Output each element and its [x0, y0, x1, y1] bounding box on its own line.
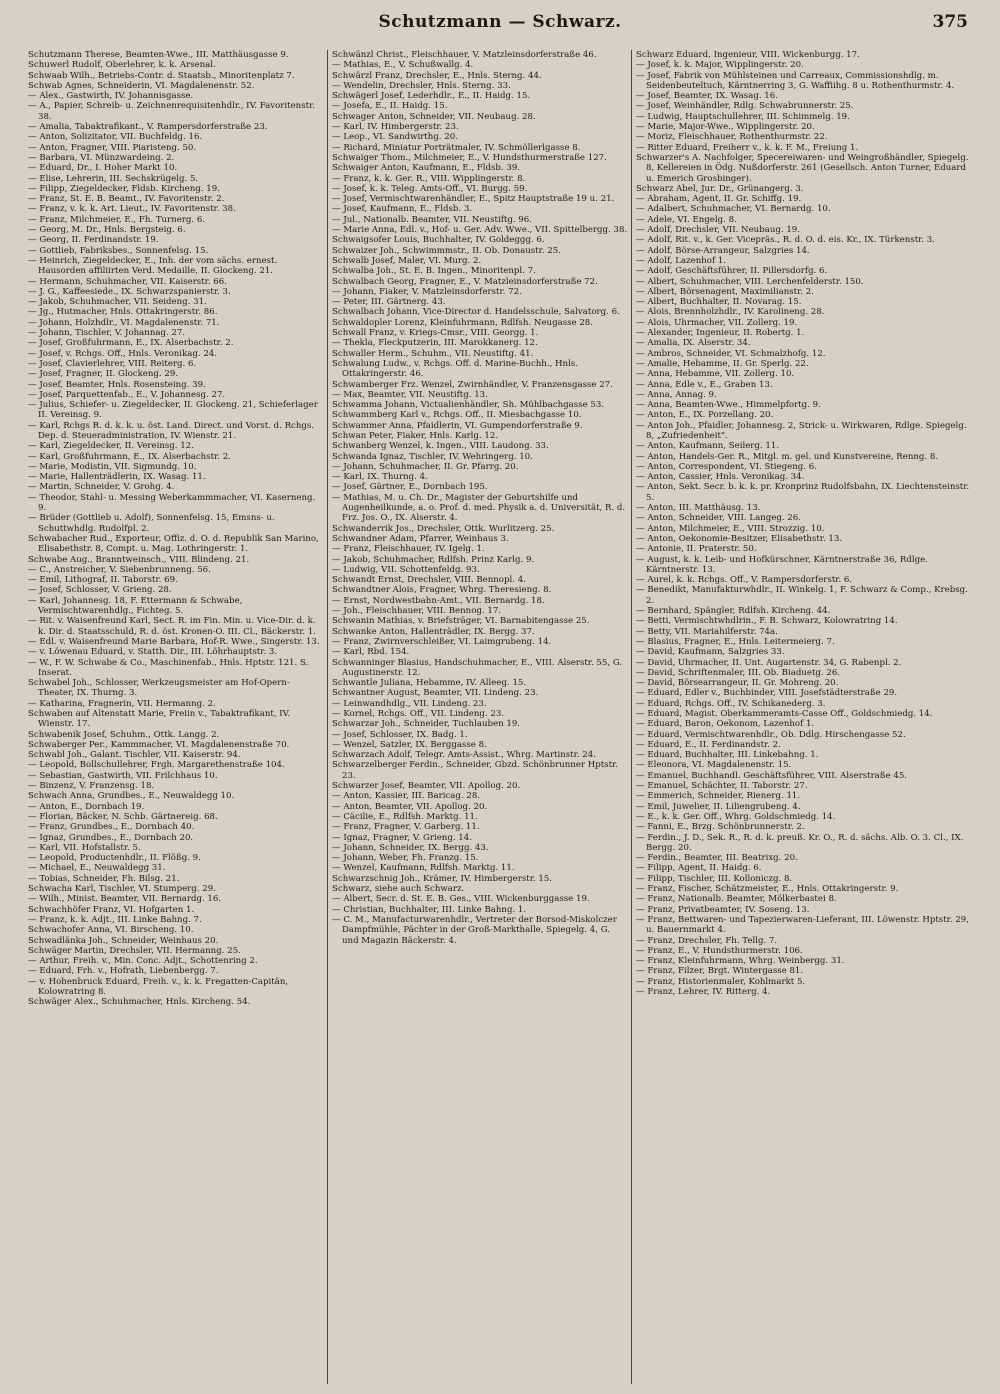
directory-entry: Schwammberg Karl v., Rchgs. Off., II. Miesbachgasse 10.	[332, 410, 582, 421]
directory-entry: — Josef, Beamter, Hnls. Rosensteing. 39.	[28, 379, 206, 390]
directory-entry: Schwarzer's A. Nachfolger, Specereiwaren- und Weingroßhändler, Spiegelg. 8, Kellereien in Ödg. Nußdorferstr. 261 (Gesellsch. Anton Turner, Eduard u. Emerich Grosbinger).	[636, 152, 969, 184]
directory-entry: — E., k. k. Ger. Off., Whrg. Goldschmiedg. 14.	[636, 811, 836, 822]
directory-entry: — Julius, Schiefer- u. Ziegeldecker, II. Glockeng. 21, Schieferlager II. Vereinsg. 9.	[28, 400, 318, 421]
directory-entry: — Jul., Nationalb. Beamter, VII. Neustiftg. 96.	[332, 214, 532, 225]
directory-entry: — Franz, Filzer, Brgt. Wintergasse 81.	[636, 966, 804, 977]
directory-entry: Schwarzar Joh., Schneider, Tuchlauben 19.	[332, 719, 521, 730]
directory-entry: Schwamberger Frz. Wenzel, Zwirnhändler, V. Franzensgasse 27.	[332, 379, 613, 390]
directory-entry: — Franz, Fragner, V. Garberg. 11.	[332, 822, 480, 833]
directory-entry: Schwaiger Thom., Milchmeier, E., V. Hundsthurmerstraße 127.	[332, 152, 607, 163]
directory-entry: — Josef, Fabrik von Mühlsteinen und Carreaux, Commissionshdlg. m. Seidenbeuteltuch, Kärntnerring 3, G. Waffiihg. 8 u. Rothenthurmstr. 4.	[636, 70, 955, 91]
directory-entry: Schwabel Joh., Schlosser, Werkzeugsmeister am Hof-Opern-Theater, IX. Thurng. 3.	[28, 678, 290, 699]
directory-entry: — Filipp, Ziegeldecker, Fldsb. Kircheng. 19.	[28, 183, 220, 194]
directory-entry: Schwarz Abel, Jur. Dr., Grünangerg. 3.	[636, 183, 804, 194]
directory-entry: Schwanda Ignaz, Tischler, IV. Wehringerg. 10.	[332, 451, 533, 462]
directory-entry: — Amalie, Hebamme, II. Gr. Sperlg. 22.	[636, 358, 809, 369]
directory-entry: — Sebastian, Gastwirth, VII. Frilchhaus 10.	[28, 770, 218, 781]
directory-entry: — Albert, Buchhalter, II. Novarag. 15.	[636, 297, 802, 308]
directory-entry: — Georg, II. Ferdinandstr. 19.	[28, 235, 159, 246]
page-number: 375	[932, 12, 968, 32]
running-head-title: Schutzmann — Schwarz.	[378, 12, 622, 32]
directory-entry: Schwachofer Anna, VI. Birscheng. 10.	[28, 925, 194, 936]
directory-entry: — David, Börsearrangeur, II. Gr. Mohreng. 20.	[636, 678, 839, 689]
directory-entry: Schwach Anna, Grundbes., E., Neuwaldegg 10.	[28, 791, 235, 802]
column-divider	[327, 50, 328, 1384]
directory-entry: Schwalb Josef, Maler, VI. Murg. 2.	[332, 255, 482, 266]
directory-entry: — Christian, Buchhalter, III. Linke Bahng. 1.	[332, 904, 527, 915]
directory-entry: Schwaab Wilh., Betriebs-Contr. d. Staatsb., Minoritenplatz 7.	[28, 70, 295, 81]
directory-entry: — A., Papier, Schreib- u. Zeichnenrequisitenhdlr., IV. Favoritenstr. 38.	[28, 101, 315, 122]
directory-entry: — Anton, Milchmeier, E., VIII. Strozzig. 10.	[636, 523, 825, 534]
directory-entry: — Karl, Rbd. 154.	[332, 647, 410, 658]
directory-entry: Schwäger Alex., Schuhmacher, Hnls. Kircheng. 54.	[28, 997, 251, 1008]
directory-entry: — Franz, Historienmaler, Kohlmarkt 5.	[636, 976, 806, 987]
directory-entry: — Martin, Schneider, V. Grohg. 4.	[28, 482, 175, 493]
directory-entry: Schwabacher Rud., Exporteur, Offiz. d. O. d. Republik San Marino, Elisabethstr. 8, Compt. u. Mag. Lothringerstr. 1.	[28, 533, 319, 555]
directory-entry: — Anna, Annag. 9.	[636, 389, 717, 400]
directory-entry: — Albert, Secr. d. St. E. B. Ges., VIII. Wickenburggasse 19.	[332, 894, 590, 905]
directory-entry: — Adolf, Rit. v., k. Ger. Vicepräs., R. d. O. d. eis. Kr., IX. Türkenstr. 3.	[636, 235, 935, 246]
directory-entry: — Barbara, VI. Münzwardeing. 2.	[28, 152, 175, 163]
directory-entry: — Anton, E., Dornbach 19.	[28, 801, 145, 812]
directory-entry: — Anna, Hebamme, VII. Zollerg. 10.	[636, 369, 795, 380]
directory-entry: — Josef, Parquettenfab., E., V. Johannesg. 27.	[28, 389, 226, 400]
directory-entry: Schwammer Anna, Pfaidlerin, VI. Gumpendorferstraße 9.	[332, 420, 583, 431]
directory-entry: — Filipp, Agent, II. Haidg. 6.	[636, 863, 762, 874]
directory-entry: — W., F. W. Schwabe & Co., Maschinenfab., Hnls. Hptstr. 121. S. Inserat.	[28, 657, 309, 678]
directory-entry: — Emmerich, Schneider, Rienerg. 11.	[636, 791, 801, 802]
directory-entry: — Cäcilie, E., Rdlfsh. Marktg. 11.	[332, 811, 478, 822]
directory-entry: — Adolf, Börse-Arrangeur, Salzgries 14.	[636, 245, 810, 256]
directory-entry: — Wenzel, Satzler, IX. Berggasse 8.	[332, 739, 487, 750]
directory-entry: — Florian, Bäcker, N. Schb. Gärtnereig. 68.	[28, 811, 218, 822]
directory-entry: — Franz, Zwirnverschleißer, VI. Laimgrubeng. 14.	[332, 636, 552, 647]
directory-entry: — Johann, Schneider, IX. Bergg. 43.	[332, 842, 489, 853]
directory-entry: — Anton, Kaufmann, Seilerg. 11.	[636, 441, 780, 452]
directory-entry: — Josef, v. Rchgs. Off., Hnls. Veronikag. 24.	[28, 348, 217, 359]
directory-entry: — Josef, k. k. Teleg. Amts-Off., VI. Burgg. 59.	[332, 183, 528, 194]
directory-entry: Schwandner Adam, Pfarrer, Weinhaus 3.	[332, 533, 509, 544]
directory-entry: — Eduard, Rchgs. Off., IV. Schikanederg. 3.	[636, 698, 826, 709]
directory-entry: Schwanberg Wenzel, k. Ingen., VIII. Laudong. 33.	[332, 441, 549, 452]
directory-entry: — Karl, Johannesg. 18, F. Ettermann & Schwabe, Vermischtwarenhdlg., Fichteg. 5.	[28, 595, 243, 617]
directory-entry: — Eduard, Magist. Oberkammeramts-Casse Off., Goldschmiedg. 14.	[636, 709, 933, 719]
directory-entry: Schutzmann Therese, Beamten-Wwe., III. Matthäusgasse 9.	[28, 50, 289, 60]
directory-entry: — Wendelin, Drechsler, Hnls. Sterng. 33.	[332, 80, 511, 91]
directory-entry: — Marie Anna, Edl. v., Hof- u. Ger. Adv. Wwe., VII. Spittelbergg. 38.	[332, 225, 628, 236]
directory-entry: — Joh., Fleischhauer, VIII. Bennog. 17.	[332, 606, 502, 617]
directory-entry: — v. Löwenau Eduard, v. Statth. Dir., III. Löhrhauptstr. 3.	[28, 647, 278, 658]
directory-entry: — Fanni, E., Brzg. Schönbrunnerstr. 2.	[636, 822, 805, 833]
directory-entry: — Leinwandhdlg., VII. Lindeng. 23.	[332, 698, 487, 709]
directory-entry: — Arthur, Freih. v., Min. Conc. Adjt., Schottenring 2.	[28, 956, 258, 967]
directory-entry: Schwalbach Johann, Vice-Director d. Handelsschule, Salvatorg. 6.	[332, 307, 620, 318]
directory-entry: Schwalba Joh., St. E. B. Ingen., Minoritenpl. 7.	[332, 266, 536, 277]
directory-entry: — Benedikt, Manufakturwhdlr., II. Winkelg. 1, F. Schwarz & Comp., Krebsg. 2.	[636, 585, 968, 606]
directory-entry: Schwamma Johann, Victualienhändler, Sh. Mühlbachgasse 53.	[332, 400, 605, 411]
directory-entry: — Anton, Kassier, III. Baricag. 28.	[332, 791, 481, 802]
directory-entry: — Anton, Oekonomie-Besitzer, Elisabethstr. 13.	[636, 533, 843, 544]
directory-entry: — Albert, Börsenagent, Maximilianstr. 2.	[636, 286, 814, 297]
directory-entry: — Emanuel, Buchhandl. Geschäftsführer, VIII. Alserstraße 45.	[636, 770, 908, 781]
directory-entry: Schwan Peter, Fiaker, Hnls. Karlg. 12.	[332, 430, 499, 441]
directory-entry: — Emil, Lithograf, II. Taborstr. 69.	[28, 575, 178, 586]
directory-entry: Schwalbach Georg, Fragner, E., V. Matzleinsdorferstraße 72.	[332, 276, 598, 287]
directory-entry: — Franz, k. k. Ger. R., VIII. Wipplingerstr. 8.	[332, 173, 526, 184]
directory-entry: — Abraham, Agent, II. Gr. Schiffg. 19.	[636, 194, 802, 205]
directory-entry: — Georg, M. Dr., Hnls. Bergsteig. 6.	[28, 225, 186, 236]
directory-entry: Schwarzelberger Ferdin., Schneider, Gbzd. Schönbrunner Hptstr. 23.	[332, 760, 618, 781]
directory-entry: — Anna, Beamten-Wwe., Himmelpfortg. 9.	[636, 400, 821, 411]
directory-entry: — Franz, Lehrer, IV. Ritterg. 4.	[636, 987, 771, 998]
directory-entry: — Josef, Clavierlehrer, VIII. Reiterg. 6.	[28, 358, 197, 369]
directory-entry: — Blasius, Fragner, E., Hnls. Leitermeierg. 7.	[636, 636, 835, 647]
directory-entry: — Anton, Handels-Ger. R., Mitgl. m. gel. und Kunstvereine, Renng. 8.	[636, 451, 939, 462]
directory-entry: Schwandtner Alois, Fragner, Whrg. Theresieng. 8.	[332, 585, 552, 596]
directory-entry: — Adele, VI. Engelg. 8.	[636, 214, 737, 225]
directory-entry: — Eduard, Frh. v., Hofrath, Liebenbergg. 7.	[28, 966, 219, 977]
directory-entry: Schwarz, siehe auch Schwarz.	[332, 884, 465, 895]
directory-entry: Schwaben auf Altenstatt Marie, Freiin v., Tabaktrafikant, IV. Wienstr. 17.	[28, 709, 291, 730]
directory-entry: — Rit. v. Waisenfreund Karl, Sect. R. im Fin. Min. u. Vice-Dir. d. k. k. Dir. d. Staatsschuld, R. d. öst. Kronen-O. III. Cl., Bäckerstr. 1.	[28, 616, 317, 637]
directory-entry: — David, Uhrmacher, II. Unt. Augartenstr. 34, G. Rabenpl. 2.	[636, 657, 902, 668]
directory-entry: — Josef, Schlosser, IX. Badg. 1.	[332, 729, 468, 740]
directory-entry: — Ludwig, VII. Schottenfeldg. 93.	[332, 564, 480, 575]
directory-entry: Schwanninger Blasius, Handschuhmacher, E., VIII. Alserstr. 55, G. Augustinerstr. 12.	[332, 657, 623, 678]
directory-entry: — Theodor, Stahl- u. Messing Weberkammmacher, VI. Kaserneng. 9.	[28, 492, 316, 514]
directory-entry: — Eduard, Baron, Oekonom, Lazenhof 1.	[636, 719, 815, 730]
directory-entry: Schwägerl Josef, Lederhdlr., E., II. Haidg. 15.	[332, 91, 531, 102]
directory-entry: — Betty, VII. Mariahilferstr. 74a.	[636, 626, 778, 637]
directory-entry: Schwabenik Josef, Schuhm., Ottk. Langg. 2.	[28, 729, 220, 740]
directory-entry: — Franz, Bettwaren- und Tapezierwaren-Lieferant, III. Löwenstr. Hptstr. 29, u. Bauernmarkt 4.	[636, 914, 969, 936]
directory-entry: — v. Hohenbruck Eduard, Freih. v., k. k. Fregatten-Capitän, Kolowratring 8.	[28, 976, 289, 998]
directory-entry: — Franz, k. k. Adjt., III. Linke Bahng. 7.	[28, 914, 202, 925]
directory-entry: — Eduard, E., II. Ferdinandstr. 2.	[636, 739, 781, 750]
directory-entry: — Anton, Cassier, Hnls. Veronikag. 34.	[636, 472, 805, 483]
directory-entry: — Peter, III. Gärtnerg. 43.	[332, 297, 446, 308]
directory-entry: — C. M., Manufacturwarenhdlr., Vertreter der Borsod-Miskolczer Dampfmühle, Pächter in der Groß-Markthalle, Spiegelg. 4, G. und Magazin Bäckerstr. 4.	[332, 914, 617, 946]
directory-entry: — Josef, k. k. Major, Wipplingerstr. 20.	[636, 60, 804, 71]
directory-entry: Schwalung Ludw., v. Rchgs. Off. d. Marine-Buchh., Hnls. Ottakringerstr. 46.	[332, 358, 578, 380]
directory-entry: — Johann, Tischler, V. Johannag. 27.	[28, 328, 186, 339]
directory-entry: — Josef, Fragner, II. Glockeng. 29.	[28, 369, 179, 380]
directory-entry: — Franz, Privatbeamter, IV. Soseng. 13.	[636, 904, 810, 915]
directory-column-1	[28, 50, 324, 1382]
directory-entry: — Adolf, Lazenhof 1.	[636, 255, 727, 266]
directory-entry: Schwaller Herm., Schuhm., VII. Neustiftg. 41.	[332, 348, 534, 359]
directory-entry: — Wilh., Minist. Beamter, VII. Bernardg. 16.	[28, 894, 222, 905]
directory-entry: — Heinrich, Ziegeldecker, E., Inh. der vom sächs. ernest. Hausorden affiliirten Verd. Medaille, II. Glockeng. 21.	[28, 255, 278, 277]
directory-entry: — Eduard, Buchhalter, III. Linkebahng. 1.	[636, 750, 819, 761]
directory-entry: Schwaiger Anton, Kaufmann, E., Fldsb. 39.	[332, 163, 521, 174]
directory-entry: — Franz, v. k. k. Art. Lieut., IV. Favoritenstr. 38.	[28, 204, 236, 215]
directory-entry: — David, Schriftenmaler, III. Ob. Biaduetg. 26.	[636, 667, 841, 678]
directory-entry: — Betti, Vermischtwhdlrin., F. B. Schwarz, Kolowratring 14.	[636, 616, 898, 627]
directory-entry: Schwanderrik Jos., Drechsler, Ottk. Wurlitzerg. 25.	[332, 523, 555, 534]
directory-entry: — Alois, Brennholzhdlr., IV. Karolineng. 28.	[636, 307, 825, 318]
directory-entry: Schwaldopler Lorenz, Kleinfuhrmann, Rdlfsh. Neugasse 28.	[332, 317, 593, 328]
directory-entry: — Albert, Schuhmacher, VIII. Lerchenfelderstr. 150.	[636, 276, 864, 287]
directory-entry: — Johann, Holzhdlr., VI. Magdalenenstr. 71.	[28, 317, 220, 328]
directory-entry: Schwachhöfer Franz, VI. Hofgarten 1.	[28, 904, 195, 915]
directory-entry: — Anton Joh., Pfaidler, Johannesg. 2, Strick- u. Wirkwaren, Rdlge. Spiegelg. 8, „Zufriedenheit".	[636, 420, 967, 441]
directory-entry: Schwaigsofer Louis, Buchhalter, IV. Goldeggg. 6.	[332, 235, 545, 246]
directory-entry: — Brüder (Gottlieb u. Adolf), Sonnenfelsg. 15, Emsns- u. Schuttwhdlg. Rudolfpl. 2.	[28, 513, 275, 534]
directory-entry: — Mathias, M. u. Ch. Dr., Magister der Geburtshilfe und Augenheilkunde, a. o. Prof. d. med. Physik a. d. Universität, R. d. Frz. Jos. O., IX. Alserstr. 4.	[332, 492, 626, 524]
directory-entry: Schwaizer Joh., Schwimmmstr., II. Ob. Donaustr. 25.	[332, 245, 561, 256]
directory-entry: — Amalia, IX. Alserstr. 34.	[636, 338, 751, 349]
directory-entry: — Bernhard, Spängler, Rdlfsh. Kircheng. 44.	[636, 606, 831, 617]
directory-entry: — Mathias, E., V. Schußwallg. 4.	[332, 60, 474, 71]
directory-entry: Schuwerl Rudolf, Oberlehrer, k. k. Arsenal.	[28, 60, 216, 71]
directory-entry: — Eduard, Edler v., Buchbinder, VIII. Josefstädterstraße 29.	[636, 688, 898, 699]
directory-entry: Schwantle Juliana, Hebamme, IV. Alleeg. 15.	[332, 678, 527, 689]
directory-entry: — Marie, Modistin, VII. Sigmundg. 10.	[28, 461, 197, 472]
directory-entry: — Anton, Correspondent, VI. Stiegeng. 6.	[636, 461, 817, 472]
directory-entry: — Jakob, Schuhmacher, VII. Seideng. 31.	[28, 297, 207, 308]
directory-entry: — Edl. v. Waisenfreund Marie Barbara, Hof-R. Wwe., Singerstr. 13.	[28, 636, 320, 647]
directory-entry: — Eduard, Dr., I. Hoher Markt 10.	[28, 163, 178, 174]
directory-entry: — Marie, Hallenträdlerin, IX. Wasag. 11.	[28, 472, 206, 483]
directory-entry: Schwall Franz, v. Kriegs-Cmsr., VIII. Georgg. 1.	[332, 328, 539, 339]
directory-entry: — Josef, Vermischtwarenhändler, E., Spitz Hauptstraße 19 u. 21.	[332, 194, 615, 205]
directory-entry: — Michael, E., Neuwaldegg 31.	[28, 863, 166, 874]
directory-entry: — Franz, St. E. B. Beamt., IV. Favoritenstr. 2.	[28, 194, 225, 205]
directory-entry: — David, Kaufmann, Salzgries 33.	[636, 647, 785, 658]
directory-entry: — Kornel, Rchgs. Off., VII. Lindeng. 23.	[332, 709, 505, 719]
directory-entry: — Katharina, Fragnerin, VII. Hermanng. 2.	[28, 698, 216, 709]
directory-entry: — Anton, III. Matthäusg. 13.	[636, 503, 761, 514]
directory-entry: — Tobias, Schneider, Fh. Bilsg. 21.	[28, 873, 180, 884]
directory-entry: — Ernst, Nordwestbahn-Amt., VII. Bernardg. 18.	[332, 595, 545, 606]
directory-entry: — Ambros, Schneider, VI. Schmalzhofg. 12.	[636, 348, 826, 359]
directory-entry: Schwadlänka Joh., Schneider, Weinhaus 20.	[28, 935, 219, 946]
directory-entry: — Alois, Uhrmacher, VII. Zollerg. 19.	[636, 317, 798, 328]
directory-entry: — Karl, IV. Himbergerstr. 23.	[332, 122, 459, 133]
directory-entry: — Franz, Kleinfuhrmann, Whrg. Weinbergg. 31.	[636, 956, 845, 967]
directory-entry: — Filipp, Tischler, III. Kolloniczg. 8.	[636, 873, 793, 884]
directory-entry: — Aurel, k. k. Rchgs. Off., V. Rampersdorferstr. 6.	[636, 575, 853, 586]
directory-entry: Schwacha Karl, Tischler, VI. Stumperg. 29.	[28, 884, 216, 895]
directory-entry: — Johann, Schuhmacher, II. Gr. Pfarrg. 20.	[332, 461, 519, 472]
directory-entry: — Franz, Grundbes., E., Dornbach 40.	[28, 822, 195, 833]
directory-entry: — Franz, Drechsler, Fh. Tellg. 7.	[636, 935, 778, 946]
directory-entry: — Franz, Fischer, Schätzmeister, E., Hnls. Ottakringerstr. 9.	[636, 884, 899, 895]
directory-entry: Schwanin Mathias, v. Briefsträger, VI. Barnabitengasse 25.	[332, 616, 590, 627]
directory-entry: — Hermann, Schuhmacher, VII. Kaiserstr. 66.	[28, 276, 227, 287]
directory-entry: — C., Anstreicher, V. Siebenbrunneng. 56.	[28, 564, 211, 575]
directory-entry: — Josefa, E., II. Haidg. 15.	[332, 101, 448, 112]
directory-entry: — Eleonora, VI. Magdalenenstr. 15.	[636, 760, 792, 771]
page-header	[0, 12, 1000, 42]
directory-entry: — Adalbert, Schuhmacher, VI. Bernardg. 10.	[636, 204, 831, 215]
directory-entry: — Josef, Weinhändler, Rdlg. Schwabrunnerstr. 25.	[636, 101, 854, 112]
directory-entry: — Emanuel, Schächter, II. Taborstr. 27.	[636, 781, 808, 792]
directory-entry: — Anton, Beamter, VII. Apollog. 20.	[332, 801, 488, 812]
directory-entry: — Anton, Sekt. Secr. b. k. k. pr. Kronprinz Rudolfsbahn, IX. Liechtensteinstr. 5.	[636, 482, 970, 503]
directory-entry: Schwarzschnig Joh., Krämer, IV. Himbergerstr. 15.	[332, 873, 552, 884]
directory-entry: — Karl, VII. Hofstallstr. 5.	[28, 842, 141, 853]
directory-entry: Schwantner August, Beamter, VII. Lindeng. 23.	[332, 688, 539, 699]
directory-entry: Schwandt Ernst, Drechsler, VIII. Bennopl. 4.	[332, 575, 526, 586]
directory-entry: — Leop., VI. Sandwirthg. 20.	[332, 132, 458, 143]
directory-entry: Schwarz Eduard, Ingenieur, VIII. Wickenburgg. 17.	[636, 50, 860, 60]
directory-entry: — Karl, Rchgs R. d. k. k. u. öst. Land. Direct. und Vorst. d. Rchgs. Dep. d. Steueradministration, IV. Wienstr. 21.	[28, 420, 315, 441]
directory-entry: Schwager Anton, Schneider, VII. Neubaug. 28.	[332, 111, 536, 122]
directory-entry: — J. G., Kaffeesiede., IX. Schwarzspanierstr. 3.	[28, 286, 231, 297]
directory-column-3	[636, 50, 972, 1382]
directory-column-2	[332, 50, 628, 1382]
directory-entry: — Eduard, Vermischtwarenhdlr., Ob. Ddlg. Hirschengasse 52.	[636, 729, 906, 740]
directory-entry: Schwärzl Franz, Drechsler, E., Hnls. Sterng. 44.	[332, 70, 542, 81]
directory-entry: — Jg., Hutmacher, Hnls. Ottakringerstr. 86.	[28, 307, 218, 318]
directory-entry: — Anton, E., IX. Porzellang. 20.	[636, 410, 774, 421]
directory-entry: — Anton, Solizitator, VII. Buchfeldg. 16.	[28, 132, 203, 143]
directory-entry: — Josef, Kaufmann, E., Fldsb. 3.	[332, 204, 473, 215]
directory-entry: — Marie, Major-Wwe., Wipplingerstr. 20.	[636, 122, 815, 133]
directory-entry: — Josef, Schlosser, V. Grieng. 28.	[28, 585, 172, 596]
directory-entry: — Amalia, Tabaktrafikant., V. Rampersdorferstraße 23.	[28, 122, 268, 133]
directory-entry: Schwarzach Adolf, Telegr. Amts-Assist., Whrg. Martinstr. 24.	[332, 750, 596, 761]
directory-entry: — Johann, Weber, Fh. Franzg. 15.	[332, 853, 479, 864]
directory-entry: Schwaberger Per., Kammmacher, VI. Magdalenenstraße 70.	[28, 739, 290, 750]
directory-entry: — Binzenz, V. Franzensg. 18.	[28, 781, 155, 792]
directory-entry: — Ferdin., J. D., Sek. R., R. d. k. preuß. Kr. O., R. d. sächs. Alb. O. 3. Cl., IX. Bergg. 20.	[636, 832, 964, 853]
directory-entry: — Richard, Miniatur Porträtmaler, IV. Schmöllerlgasse 8.	[332, 142, 581, 153]
directory-entry: — Thekla, Fleckputzerin, III. Marokkanerg. 12.	[332, 338, 538, 349]
directory-entry: — Wenzel, Kaufmann, Rdlfsh. Marktg. 11.	[332, 863, 515, 874]
directory-entry: Schwäger Martin, Drechsler, VII. Hermanng. 25.	[28, 945, 241, 956]
directory-entry: — Moriz, Fleischhauer, Rothenthurmstr. 22.	[636, 132, 828, 143]
directory-entry: — Karl, Großfuhrmann, E., IX. Alserbachstr. 2.	[28, 451, 231, 462]
directory-entry: — Alexander, Ingenieur, II. Robertg. 1.	[636, 328, 805, 339]
directory-entry: — Alex., Gastwirth, IV. Johannisgasse.	[28, 91, 194, 102]
directory-entry: Schwarzer Josef, Beamter, VII. Apollog. 20.	[332, 781, 521, 792]
directory-entry: — Leopold, Bollschullehrer, Frgh. Margarethenstraße 104.	[28, 760, 285, 771]
directory-entry: — Anton, Fragner, VIII. Piaristeng. 50.	[28, 142, 197, 153]
directory-entry: — Elise, Lehrerin, III. Sechskrügelg. 5.	[28, 173, 199, 184]
directory-entry: — Karl, IX. Thurng. 4.	[332, 472, 428, 483]
directory-entry: — Jakob, Schuhmacher, Rdlfsh. Prinz Karlg. 9.	[332, 554, 535, 565]
directory-entry: — Anna, Edle v., E., Graben 13.	[636, 379, 773, 390]
directory-entry: — Josef, Großfuhrmann, E., IX. Alserbachstr. 2.	[28, 338, 234, 349]
directory-entry: — August, k. k. Leib- und Hofkürschner, Kärntnerstraße 36, Rdlge. Kärntnerstr. 13.	[636, 554, 928, 575]
directory-entry: — Anton, Schneider, VIII. Langeg. 26.	[636, 513, 801, 524]
directory-entry: — Emil, Juwelier, II. Liliengrubeng. 4.	[636, 801, 801, 812]
directory-entry: — Franz, Milchmeier, E., Fh. Turnerg. 6.	[28, 214, 206, 225]
directory-entry: — Antonie, II. Praterstr. 50.	[636, 544, 757, 555]
directory-entry: Schwänzl Christ., Fleischhauer, V. Matzleinsdorferstraße 46.	[332, 50, 597, 60]
directory-entry: — Max, Beamter, VII. Neustiftg. 13.	[332, 389, 488, 400]
directory-entry: — Franz, Fleischhauer, IV. Igelg. 1.	[332, 544, 485, 555]
directory-entry: — Karl, Ziegeldecker, II. Vereinsg. 12.	[28, 441, 194, 452]
directory-entry: — Adolf, Geschäftsführer, II. Pillersdorfg. 6.	[636, 266, 828, 277]
directory-entry: — Franz, Nationalb. Beamter, Mölkerbastei 8.	[636, 894, 837, 905]
directory-entry: — Leopold, Productenhdlr., II. Flößg. 9.	[28, 853, 201, 864]
directory-entry: — Ignaz, Fragner, V. Grieng. 14.	[332, 832, 472, 843]
directory-entry: — Ignaz, Grundbes., E., Dornbach 20.	[28, 832, 194, 843]
column-divider	[631, 50, 632, 1384]
directory-entry: — Franz, E., V. Hundsthurmerstr. 106.	[636, 945, 803, 956]
directory-entry: — Gottlieb, Fabriksbes., Sonnenfelsg. 15.	[28, 245, 209, 256]
directory-entry: Schwabe Aug., Branntweinsch., VIII. Blindeng. 21.	[28, 554, 250, 565]
directory-entry: — Johann, Fiaker, V. Matzleinsdorferstr. 72.	[332, 286, 522, 297]
directory-entry: Schwanke Anton, Hallenträdler, IX. Bergg. 37.	[332, 626, 535, 637]
directory-entry: — Josef, Beamter, IX. Wasag. 16.	[636, 91, 778, 102]
directory-entry: — Ritter Eduard, Freiherr v., k. k. F. M., Freiung 1.	[636, 142, 859, 153]
directory-entry: Schwabl Joh., Galant. Tischler, VII. Kaiserstr. 94.	[28, 750, 241, 761]
directory-entry: — Adolf, Drechsler, VII. Neubaug. 19.	[636, 225, 800, 236]
directory-entry: — Ferdin., Beamter, III. Beatrixg. 20.	[636, 853, 798, 864]
directory-entry: — Josef, Gärtner, E., Dornbach 195.	[332, 482, 488, 493]
directory-entry: — Ludwig, Hauptschullehrer, III. Schimmelg. 19.	[636, 111, 850, 122]
directory-entry: Schwab Agnes, Schneiderin, VI. Magdalenenstr. 52.	[28, 80, 255, 91]
